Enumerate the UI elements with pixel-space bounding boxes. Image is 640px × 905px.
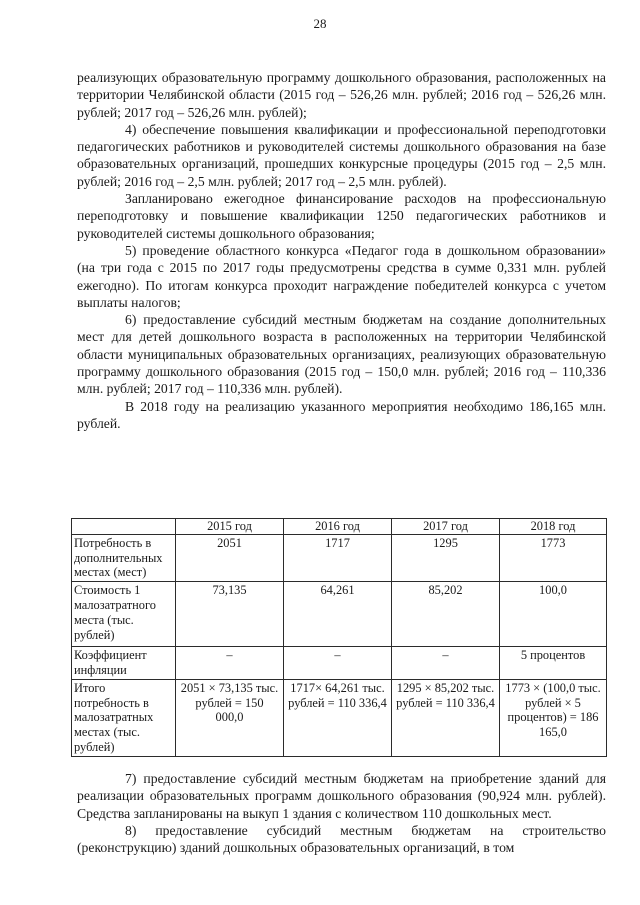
paragraph: Запланировано ежегодное финансирование расходов на профессиональную переподготовку и повышение квалификации 1250 педагогических работников и руководителей системы дошкольного образования;	[77, 191, 606, 241]
table-cell: –	[284, 647, 392, 680]
paragraph: 7) предоставление субсидий местным бюджетам на приобретение зданий для реализации образовательных программ дошкольного образования (90,924 млн. рублей). Средства запланированы на выкуп 1 здания с количеством 110 дошкольных мест.	[77, 771, 606, 821]
row-label: Потребность в дополнительных местах (мест)	[72, 534, 176, 581]
paragraph: 8) предоставление субсидий местным бюджетам на строительство (реконструкцию) зданий дошкольных образовательных организаций, в том	[77, 822, 606, 856]
table-header-cell: 2016 год	[284, 519, 392, 535]
page-number: 28	[313, 16, 327, 31]
table-cell: 1295 × 85,202 тыс. рублей = 110 336,4	[392, 679, 500, 756]
row-label: Коэффициент инфляции	[72, 647, 176, 680]
paragraph: 6) предоставление субсидий местным бюджетам на создание дополнительных мест для детей дошкольного возраста в расположенных на территории Челябинской области муниципальных образовательных организациях, реализующих образовательную программу дошкольного образования (2015 год – 150,0 млн. рублей; 2016 год – 110,336 млн. рублей; 2017 год – 110,336 млн. рублей).	[77, 312, 606, 397]
table-cell: 1773	[500, 534, 607, 581]
table-cell: 1773 × (100,0 тыс. рублей × 5 процентов) = 186 165,0	[500, 679, 607, 756]
funding-table	[71, 518, 607, 757]
table-header-cell: 2018 год	[500, 519, 607, 535]
table-cell: 100,0	[500, 582, 607, 647]
table-row	[72, 582, 607, 647]
paragraph: 4) обеспечение повышения квалификации и профессиональной переподготовки педагогических работников и руководителей системы дошкольного образования на базе образовательных организаций, прошедших конкурсные процедуры (2015 год – 2,5 млн. рублей; 2016 год – 2,5 млн. рублей; 2017 год – 2,5 млн. рублей).	[77, 121, 606, 189]
table-cell: 73,135	[176, 582, 284, 647]
table-header-row	[72, 519, 607, 535]
table-cell: 1295	[392, 534, 500, 581]
table-cell: –	[176, 647, 284, 680]
body-text-bottom	[77, 770, 606, 856]
row-label: Стоимость 1 малозатратного места (тыс. рублей)	[72, 582, 176, 647]
table-row	[72, 679, 607, 756]
paragraph: 5) проведение областного конкурса «Педагог года в дошкольном образовании» (на три года с 2015 по 2017 годы предусмотрены средства в сумме 0,331 млн. рублей ежегодно). По итогам конкурса проходит награждение победителей конкурса с учетом выплаты налогов;	[77, 242, 606, 310]
table-cell: 1717	[284, 534, 392, 581]
table-cell: 64,261	[284, 582, 392, 647]
table-header-cell: 2015 год	[176, 519, 284, 535]
paragraph: В 2018 году на реализацию указанного мероприятия необходимо 186,165 млн. рублей.	[77, 398, 606, 431]
table-cell: 2051 × 73,135 тыс. рублей = 150 000,0	[176, 679, 284, 756]
table-row	[72, 534, 607, 581]
table-cell: –	[392, 647, 500, 680]
body-text-top	[77, 69, 606, 432]
paragraph: реализующих образовательную программу дошкольного образования, расположенных на территории Челябинской области (2015 год – 526,26 млн. рублей; 2016 год – 526,26 млн. рублей; 2017 год – 526,26 млн. рублей);	[77, 70, 606, 120]
table-cell: 2051	[176, 534, 284, 581]
table-cell: 1717× 64,261 тыс. рублей = 110 336,4	[284, 679, 392, 756]
table-row	[72, 647, 607, 680]
table-cell: 5 процентов	[500, 647, 607, 680]
table-cell: 85,202	[392, 582, 500, 647]
table-header-cell: 2017 год	[392, 519, 500, 535]
row-label: Итого потребность в малозатратных местах (тыс. рублей)	[72, 679, 176, 756]
table-header-cell	[72, 519, 176, 535]
